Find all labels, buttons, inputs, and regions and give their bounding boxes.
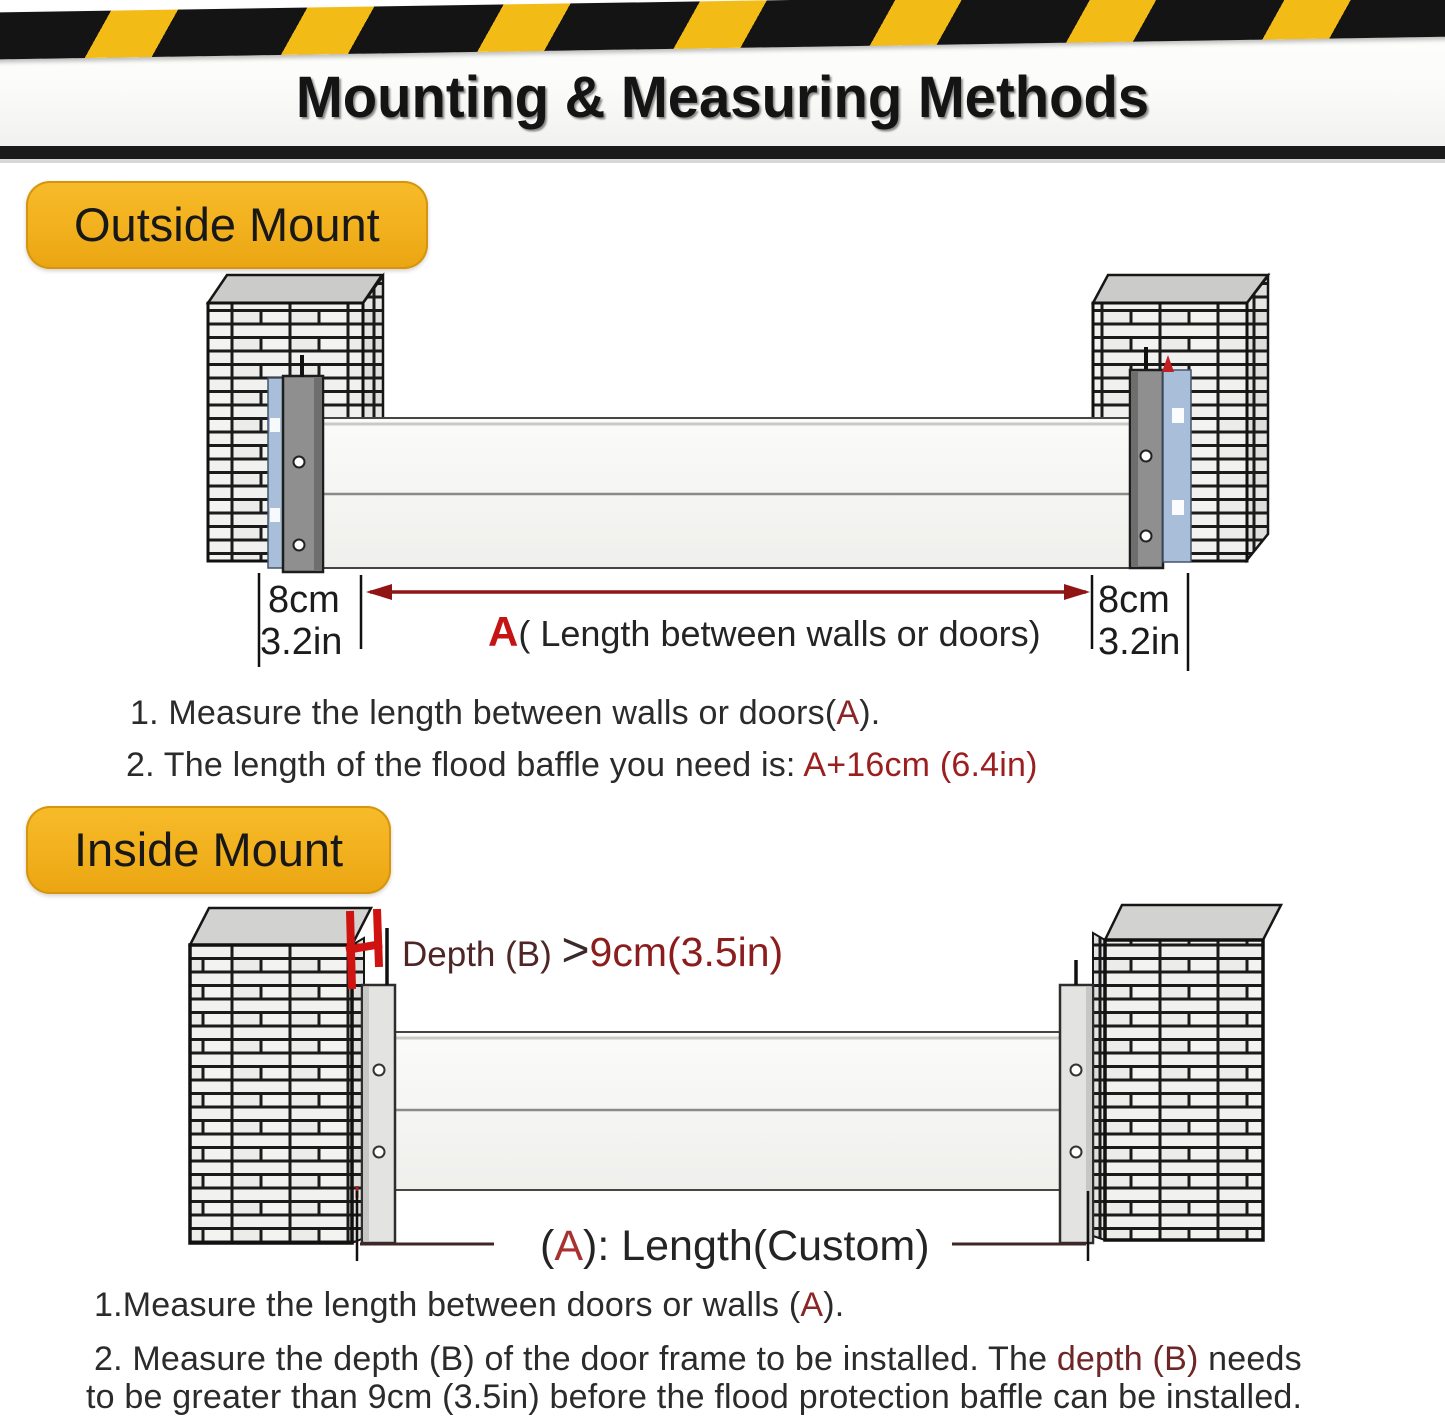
left-offset-in: 3.2in [260, 621, 343, 663]
left-offset-cm: 8cm [268, 579, 340, 621]
length-letter-a: A [554, 1222, 584, 1270]
depth-label: Depth (B) >9cm(3.5in) [402, 924, 784, 977]
inside-instruction-3: to be greater than 9cm (3.5in) before the flood protection baffle can be installed. [86, 1378, 1303, 1416]
right-mounting-channel [1130, 347, 1191, 568]
outside-mount-badge: Outside Mount [26, 181, 428, 269]
left-mounting-channel [268, 355, 323, 572]
span-letter-a: A [488, 608, 519, 655]
banner-divider-shadow [0, 159, 1445, 163]
screw-hole [374, 1065, 385, 1076]
right-brick-pillar [1093, 905, 1281, 1240]
right-offset-cm: 8cm [1098, 579, 1170, 621]
flood-barrier-panel [323, 418, 1130, 568]
inside-mount-diagram [0, 900, 1445, 1272]
screw-hole [1141, 451, 1152, 462]
outside-mount-diagram [0, 270, 1445, 680]
span-label: A( Length between walls or doors) [488, 608, 1041, 655]
banner-divider [0, 146, 1445, 159]
flood-barrier-panel [395, 1032, 1060, 1190]
right-offset-in: 3.2in [1098, 621, 1181, 663]
screw-hole [294, 540, 305, 551]
screw-hole [294, 457, 305, 468]
inside-mount-badge: Inside Mount [26, 806, 391, 894]
left-mounting-channel [362, 928, 395, 1243]
left-brick-pillar [190, 908, 371, 1243]
outside-instruction-1: 1. Measure the length between walls or doors(A). [130, 694, 881, 732]
length-label: (A): Length(Custom) [540, 1222, 930, 1270]
screw-hole [374, 1147, 385, 1158]
outside-instruction-2: 2. The length of the flood baffle you need is: A+16cm (6.4in) [126, 746, 1038, 784]
inside-instruction-2: 2. Measure the depth (B) of the door frame to be installed. The depth (B) needs [94, 1340, 1302, 1378]
screw-hole [1071, 1147, 1082, 1158]
screw-hole [1141, 531, 1152, 542]
page-title: Mounting & Measuring Methods [295, 65, 1150, 130]
inside-instruction-1: 1.Measure the length between doors or walls (A). [94, 1286, 845, 1324]
screw-hole [1071, 1065, 1082, 1076]
